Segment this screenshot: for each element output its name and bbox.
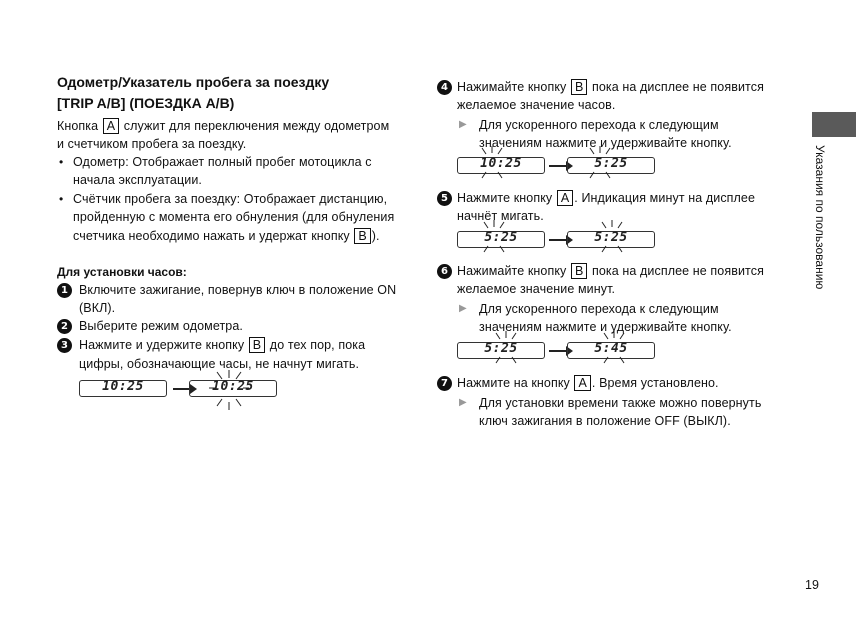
- lcd-display-blinking: [457, 157, 545, 174]
- bullet-icon: •: [59, 192, 64, 206]
- lcd-display: [79, 380, 167, 397]
- step-1-line-1: Включите зажигание, повернув ключ в положение ON: [79, 283, 397, 297]
- lcd-value: 5:25: [594, 156, 628, 171]
- lcd-display-blinking: [567, 231, 655, 248]
- intro-line-1: Кнопка A служит для переключения между одометром: [57, 119, 390, 133]
- key-b-label: B: [571, 263, 587, 279]
- lcd-display-blinking: [457, 342, 545, 359]
- step-3-line-1: Нажмите и удержите кнопку B до тех пор, пока: [79, 338, 366, 352]
- key-a-label: A: [574, 375, 590, 391]
- step-6-line-2: желаемое значение минут.: [457, 282, 616, 296]
- step-1-line-2: (ВКЛ).: [79, 301, 116, 315]
- triangle-bullet-icon: ▶: [459, 303, 467, 314]
- blink-rays-icon: [209, 368, 249, 412]
- step-5-line-1: Нажмите кнопку A . Индикация минут на дисплее: [457, 191, 756, 205]
- lcd-value: 10:25: [480, 156, 522, 171]
- lcd-value: 5:25: [594, 230, 628, 245]
- bullet-odometer-line-2: начала эксплуатации.: [73, 173, 202, 187]
- step-7-line-1: Нажмите на кнопку A . Время установлено.: [457, 376, 719, 390]
- step-3-number-icon: 3: [57, 338, 72, 353]
- bullet-trip-line-1: Счётчик пробега за поездку: Отображает дистанцию,: [73, 192, 388, 206]
- step-5-line-2: начнёт мигать.: [457, 209, 544, 223]
- step-5-number-icon: 5: [437, 191, 452, 206]
- page-number: 19: [805, 578, 819, 592]
- lcd-value: 5:45: [594, 341, 628, 356]
- step-6-tip-line-2: значениям нажмите и удерживайте кнопку.: [479, 320, 732, 334]
- side-section-label: Указания по пользованию: [813, 145, 827, 290]
- lcd-display-blinking: [457, 231, 545, 248]
- bullet-trip-line-3: счетчика необходимо нажать и удержат кнопку B ).: [73, 229, 380, 243]
- intro-line-2: и счетчиком пробега за поездку.: [57, 137, 247, 151]
- step-6-line-1: Нажимайте кнопку B пока на дисплее не появится: [457, 264, 764, 278]
- step-4-tip-line-1: Для ускоренного перехода к следующим: [479, 118, 719, 132]
- step-4-number-icon: 4: [437, 80, 452, 95]
- key-a-label: A: [103, 118, 119, 134]
- lcd-display-blinking: [567, 342, 655, 359]
- section-tab-marker: [812, 112, 856, 137]
- lcd-display-blinking: [567, 157, 655, 174]
- bullet-trip-line-2: пройденную с момента его обнуления (для обнуления: [73, 210, 395, 224]
- key-b-label: B: [354, 228, 370, 244]
- section-title-line-2: [TRIP A/B] (ПОЕЗДКА A/B): [57, 95, 235, 111]
- triangle-bullet-icon: ▶: [459, 397, 467, 408]
- step-6-number-icon: 6: [437, 264, 452, 279]
- bullet-odometer-line-1: Одометр: Отображает полный пробег мотоцикла с: [73, 155, 372, 169]
- step-6-tip-line-1: Для ускоренного перехода к следующим: [479, 302, 719, 316]
- step-2-line-1: Выберите режим одометра.: [79, 319, 243, 333]
- lcd-value: 10:25: [102, 379, 144, 394]
- triangle-bullet-icon: ▶: [459, 119, 467, 130]
- key-b-label: B: [571, 79, 587, 95]
- lcd-value: 5:25: [484, 341, 518, 356]
- lcd-value: 10:25: [212, 379, 254, 394]
- key-a-label: A: [557, 190, 573, 206]
- step-1-number-icon: 1: [57, 283, 72, 298]
- step-4-line-1: Нажимайте кнопку B пока на дисплее не появится: [457, 80, 764, 94]
- step-7-number-icon: 7: [437, 376, 452, 391]
- step-4-tip-line-2: значениям нажмите и удерживайте кнопку.: [479, 136, 732, 150]
- step-7-tip-line-2: ключ зажигания в положение OFF (ВЫКЛ).: [479, 414, 731, 428]
- step-4-line-2: желаемое значение часов.: [457, 98, 616, 112]
- clock-setup-heading: Для установки часов:: [57, 265, 187, 279]
- bullet-icon: •: [59, 155, 64, 169]
- step-3-line-2: цифры, обозначающие часы, не начнут мигать.: [79, 357, 360, 371]
- key-b-label: B: [249, 337, 265, 353]
- lcd-value: 5:25: [484, 230, 518, 245]
- section-title-line-1: Одометр/Указатель пробега за поездку: [57, 74, 330, 90]
- step-7-tip-line-1: Для установки времени также можно повернуть: [479, 396, 762, 410]
- step-2-number-icon: 2: [57, 319, 72, 334]
